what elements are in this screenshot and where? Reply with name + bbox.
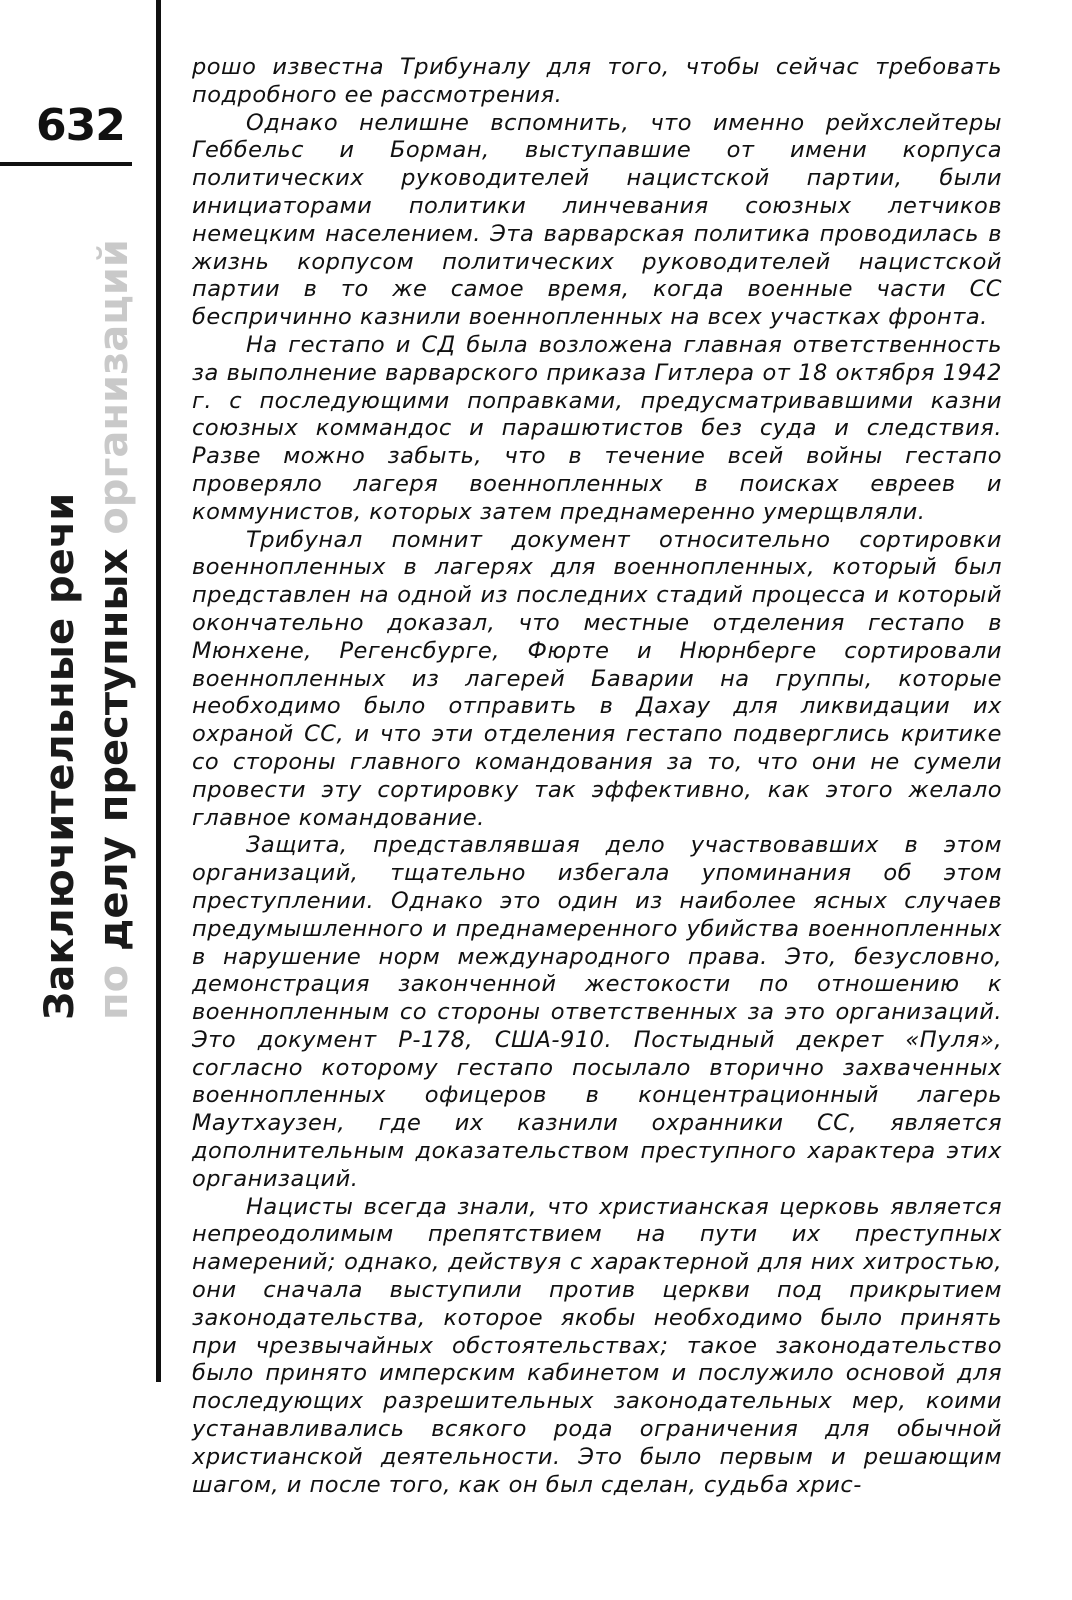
page-number: 632 [36, 100, 125, 151]
paragraph: Трибунал помнит документ относительно сортировки военнопленных в лагерях для военнопленных, который был представлен на одной из последних стадий процесса и который окончательно доказал, что местные отделения гестапо в Мюнхене, Регенсбурге, Фюрте и Нюрнберге сортировали военнопленных из лагерей Баварии на группы, которые необходимо было отправить в Дахау для ликвидации их охраной СС, и что эти отделения гестапо подверглись критике со стороны главного командования за то, что они не сумели провести эту сортировку так эффективно, как этого желало главное командование. [192, 526, 1002, 831]
running-title-sub-start: по [91, 950, 137, 1020]
paragraph: На гестапо и СД была возложена главная ответственность за выполнение варварского приказа Гитлера от 18 октября 1942 г. с последующими поправками, предусматривавшими казни союзных коммандос и парашютистов без суда и следствия. Разве можно забыть, что в течение всей войны гестапо проверяло лагеря военнопленных в поисках евреев и коммунистов, которых затем преднамеренно умерщвляли. [192, 331, 1002, 525]
paragraph: Однако нелишне вспомнить, что именно рейхслейтеры Геббельс и Борман, выступавшие от имени корпуса политических руководителей нацистской партии, были инициаторами политики линчевания союзных летчиков немецким населением. Эта варварская политика проводилась в жизнь корпусом политических руководителей нацистской партии в то же самое время, когда военные части СС беспричинно казнили военнопленных на всех участках фронта. [192, 109, 1002, 331]
paragraph: рошо известна Трибуналу для того, чтобы сейчас требовать подробного ее рассмотрения. [192, 54, 1002, 108]
running-title-sub-end: организаций [91, 239, 137, 549]
paragraph: Защита, представлявшая дело участвовавших в этом организаций, тщательно избегала упоминания об этом преступлении. Однако это один из наиболее ясных случаев предумышленного и преднамеренного убийства военнопленных в нарушение норм международного права. Это, безусловно, демонстрация законченной жестокости по отношению к военнопленным со стороны ответственных за это организаций. Это документ Р-178, США-910. Постыдный декрет «Пуля», согласно которому гестапо посылало вторично захваченных военнопленных офицеров в концентрационный лагерь Маутхаузен, где их казнили охранники СС, является дополнительным доказательством преступного характера этих организаций. [192, 832, 1002, 1192]
running-title-sub-dark: делу преступных [91, 548, 137, 951]
header-rule [0, 162, 132, 166]
body-text [192, 54, 1002, 1499]
margin-rule [156, 0, 161, 1382]
running-title-sub [91, 239, 137, 1020]
paragraph: Нацисты всегда знали, что христианская церковь является непреодолимым препятствием на пути их преступных намерений; однако, действуя с характерной для них хитростью, они сначала выступили против церкви под прикрытием законодательства, которое якобы необходимо было принять при чрезвычайных обстоятельствах; такое законодательство было принято имперским кабинетом и послужило основой для последующих разрешительных законодательных мер, коими устанавливались всякого рода ограничения для обычной христианской деятельности. Это было первым и решающим шагом, и после того, как он был сделан, судьба хрис- [192, 1193, 1002, 1498]
running-title-main-text: Заключительные речи [37, 492, 83, 1020]
running-title-main [37, 492, 83, 1020]
